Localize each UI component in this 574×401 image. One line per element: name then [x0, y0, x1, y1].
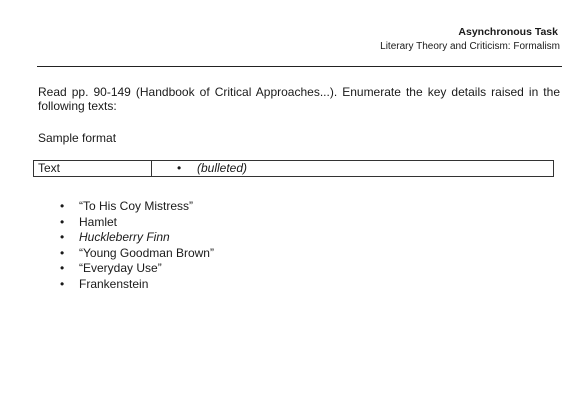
sample-format-label: Sample format — [38, 131, 117, 145]
texts-list — [60, 199, 214, 292]
list-item — [60, 199, 214, 215]
document-header — [380, 26, 560, 55]
bullet-icon: • — [60, 261, 65, 275]
list-item-title: Frankenstein — [79, 276, 149, 291]
list-item — [60, 261, 214, 277]
list-item-title: “To His Coy Mistress” — [79, 199, 194, 213]
header-divider — [37, 66, 562, 67]
bullet-icon: • — [177, 161, 182, 175]
list-item — [60, 230, 214, 246]
bullet-icon: • — [60, 199, 65, 213]
list-item-title: Hamlet — [79, 214, 118, 229]
list-item — [60, 277, 214, 293]
task-title: Asynchronous Task — [458, 26, 558, 38]
bullet-icon: • — [60, 245, 65, 260]
bullet-icon: • — [60, 214, 65, 229]
list-item — [60, 246, 214, 262]
list-item — [60, 215, 214, 231]
list-item-title: “Everyday Use” — [79, 261, 162, 275]
bullet-icon: • — [60, 230, 65, 244]
table-cell-text: Text — [34, 161, 152, 176]
table-cell-bulleted — [152, 161, 553, 176]
instruction-paragraph: Read pp. 90-149 (Handbook of Critical Approaches...). Enumerate the key details raised in the following texts: — [38, 85, 560, 113]
table-cell-bulleted-label: (bulleted) — [197, 161, 248, 175]
sample-format-table — [33, 160, 554, 177]
list-item-title: “Young Goodman Brown” — [79, 245, 214, 260]
course-subtitle: Literary Theory and Criticism: Formalism — [380, 41, 560, 52]
bullet-icon: • — [60, 276, 65, 291]
list-item-title: Huckleberry Finn — [79, 230, 170, 244]
